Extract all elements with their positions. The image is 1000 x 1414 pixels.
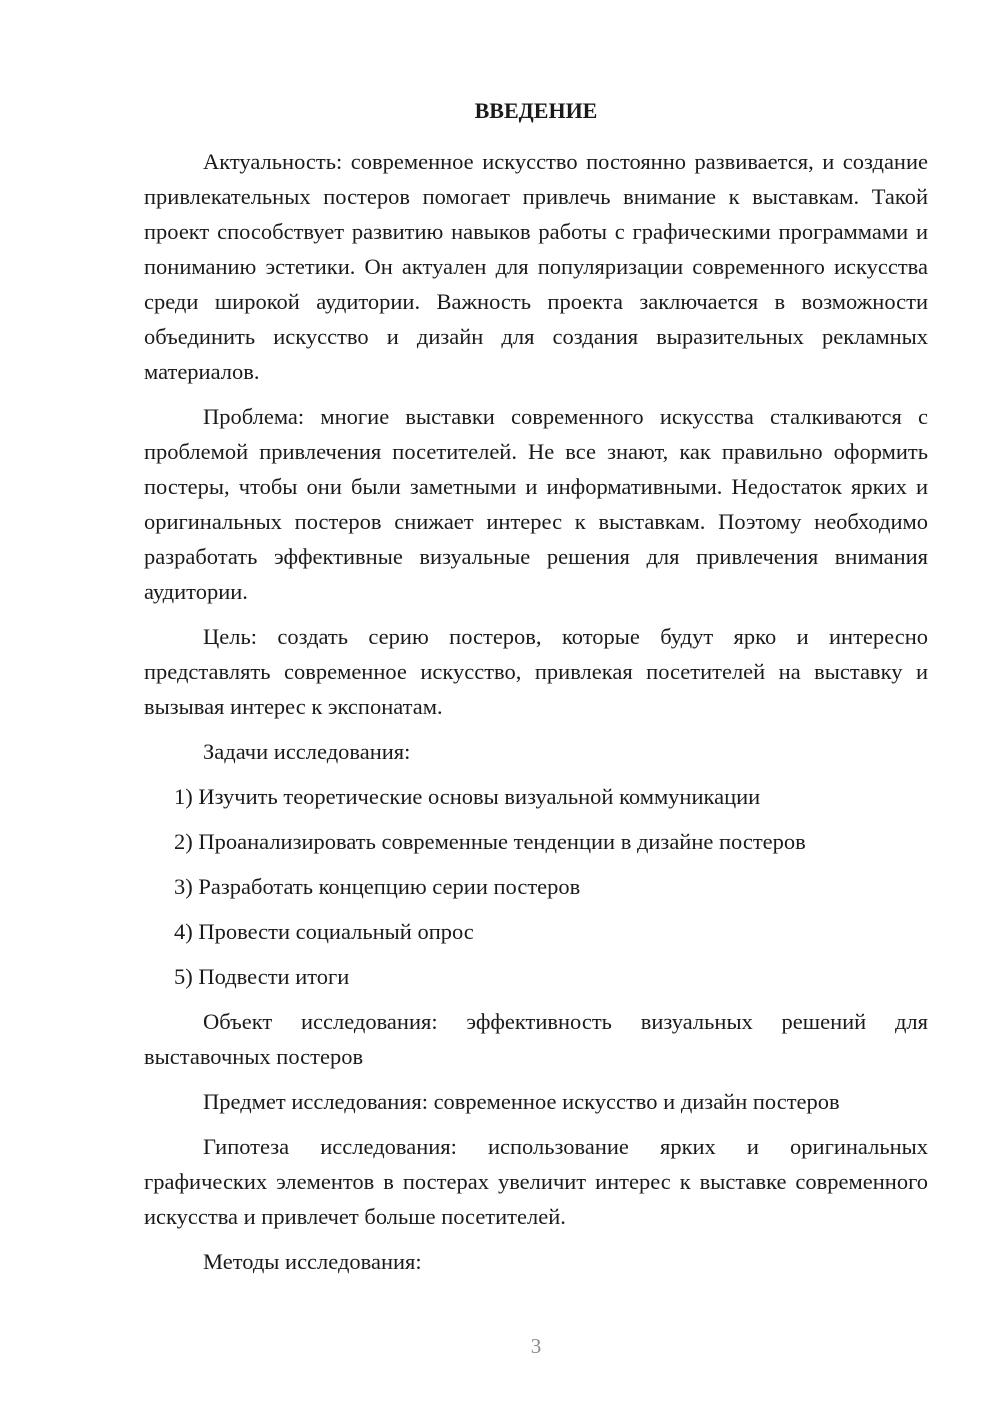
- paragraph-problem: Проблема: многие выставки современного искусства сталкиваются с проблемой привлечения посетителей. Не все знают, как правильно оформить постеры, чтобы они были заметными и информативными. Недостаток ярких и оригинальных постеров снижает интерес к выставкам. Поэтому необходимо разработать эффективные визуальные решения для привлечения внимания аудитории.: [144, 404, 928, 604]
- page-content: [144, 95, 928, 1289]
- list-item: 5) Подвести итоги: [174, 964, 350, 989]
- tasks-list: [144, 779, 928, 994]
- list-item: 4) Провести социальный опрос: [174, 919, 474, 944]
- list-item: 2) Проанализировать современные тенденции в дизайне постеров: [174, 829, 806, 854]
- paragraph-hypothesis: Гипотеза исследования: использование ярких и оригинальных графических элементов в постерах увеличит интерес к выставке современного искусства и привлечет больше посетителей.: [144, 1134, 928, 1229]
- paragraph-subject: Предмет исследования: современное искусство и дизайн постеров: [203, 1089, 840, 1114]
- methods-heading: Методы исследования:: [203, 1249, 422, 1274]
- list-item: 1) Изучить теоретические основы визуальной коммуникации: [174, 784, 761, 809]
- page-number: 3: [530, 1334, 542, 1358]
- paragraph-goal: Цель: создать серию постеров, которые будут ярко и интересно представлять современное искусство, привлекая посетителей на выставку и вызывая интерес к экспонатам.: [144, 624, 928, 719]
- paragraph-object: Объект исследования: эффективность визуальных решений для выставочных постеров: [144, 1009, 928, 1069]
- tasks-heading: Задачи исследования:: [203, 739, 411, 764]
- list-item: 3) Разработать концепцию серии постеров: [174, 874, 581, 899]
- paragraph-relevance: Актуальность: современное искусство постоянно развивается, и создание привлекательных постеров помогает привлечь внимание к выставкам. Такой проект способствует развитию навыков работы с графическими программами и пониманию эстетики. Он актуален для популяризации современного искусства среди широкой аудитории. Важность проекта заключается в возможности объединить искусство и дизайн для создания выразительных рекламных материалов.: [144, 149, 928, 384]
- section-title: ВВЕДЕНИЕ: [474, 98, 598, 123]
